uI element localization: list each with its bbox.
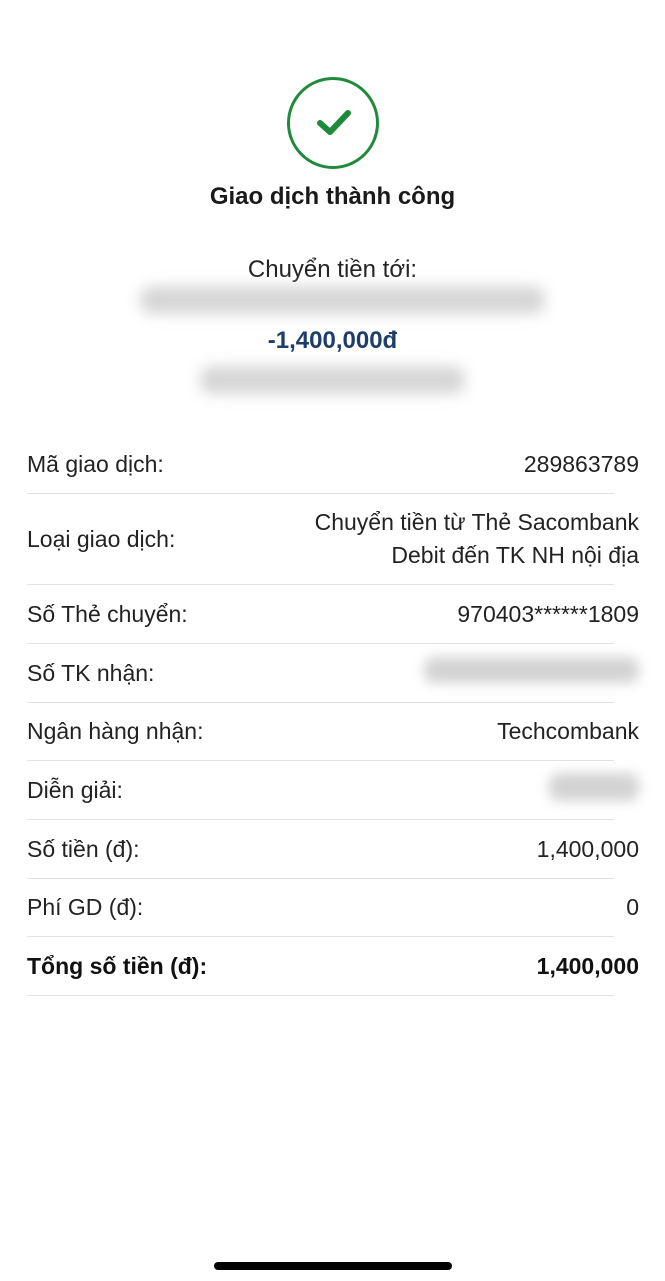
detail-row-fee [27, 879, 639, 937]
detail-label: Mã giao dịch: [27, 451, 164, 477]
receiver-account-value [424, 657, 639, 689]
detail-label: Ngân hàng nhận: [27, 718, 204, 744]
source-card-value: 970403******1809 [457, 600, 639, 627]
transaction-type-line1: Chuyển tiền từ Thẻ Sacombank [314, 509, 639, 535]
detail-label: Số Thẻ chuyển: [27, 600, 188, 627]
description-redacted [549, 773, 639, 801]
receiver-account-redacted [424, 657, 639, 683]
transfer-amount: -1,400,000đ [267, 327, 398, 354]
transaction-id-value: 289863789 [523, 451, 639, 477]
detail-row-source-card [27, 585, 639, 644]
fee-value: 0 [626, 894, 639, 920]
transaction-details [27, 436, 639, 996]
receiver-bank-value: Techcombank [497, 718, 639, 744]
amount-value: 1,400,000 [536, 835, 639, 862]
status-title: Giao dịch thành công [209, 183, 456, 210]
recipient-name-redacted [140, 286, 545, 314]
detail-label: Tổng số tiền (đ): [27, 952, 208, 979]
transaction-type-value [315, 506, 639, 572]
detail-label: Phí GD (đ): [27, 894, 144, 920]
detail-row-transaction-type [27, 494, 639, 585]
detail-row-total [27, 937, 639, 996]
recipient-info-redacted [200, 366, 465, 394]
check-circle-icon [287, 77, 379, 169]
detail-row-receiver-account [27, 644, 614, 703]
transaction-type-line2: Debit đến TK NH nội địa [391, 542, 639, 568]
detail-row-transaction-id [27, 436, 639, 494]
detail-label: Số tiền (đ): [27, 835, 140, 862]
detail-row-description [27, 761, 614, 820]
detail-row-receiver-bank [27, 703, 639, 761]
detail-label: Số TK nhận: [27, 659, 155, 686]
detail-label: Diễn giải: [27, 776, 123, 803]
status-header [0, 0, 665, 420]
detail-label: Loại giao dịch: [27, 525, 176, 552]
home-indicator[interactable] [214, 1262, 452, 1270]
total-value: 1,400,000 [536, 952, 639, 979]
description-value [549, 773, 639, 807]
detail-row-amount [27, 820, 639, 879]
transfer-to-label: Chuyển tiền tới: [247, 256, 418, 283]
